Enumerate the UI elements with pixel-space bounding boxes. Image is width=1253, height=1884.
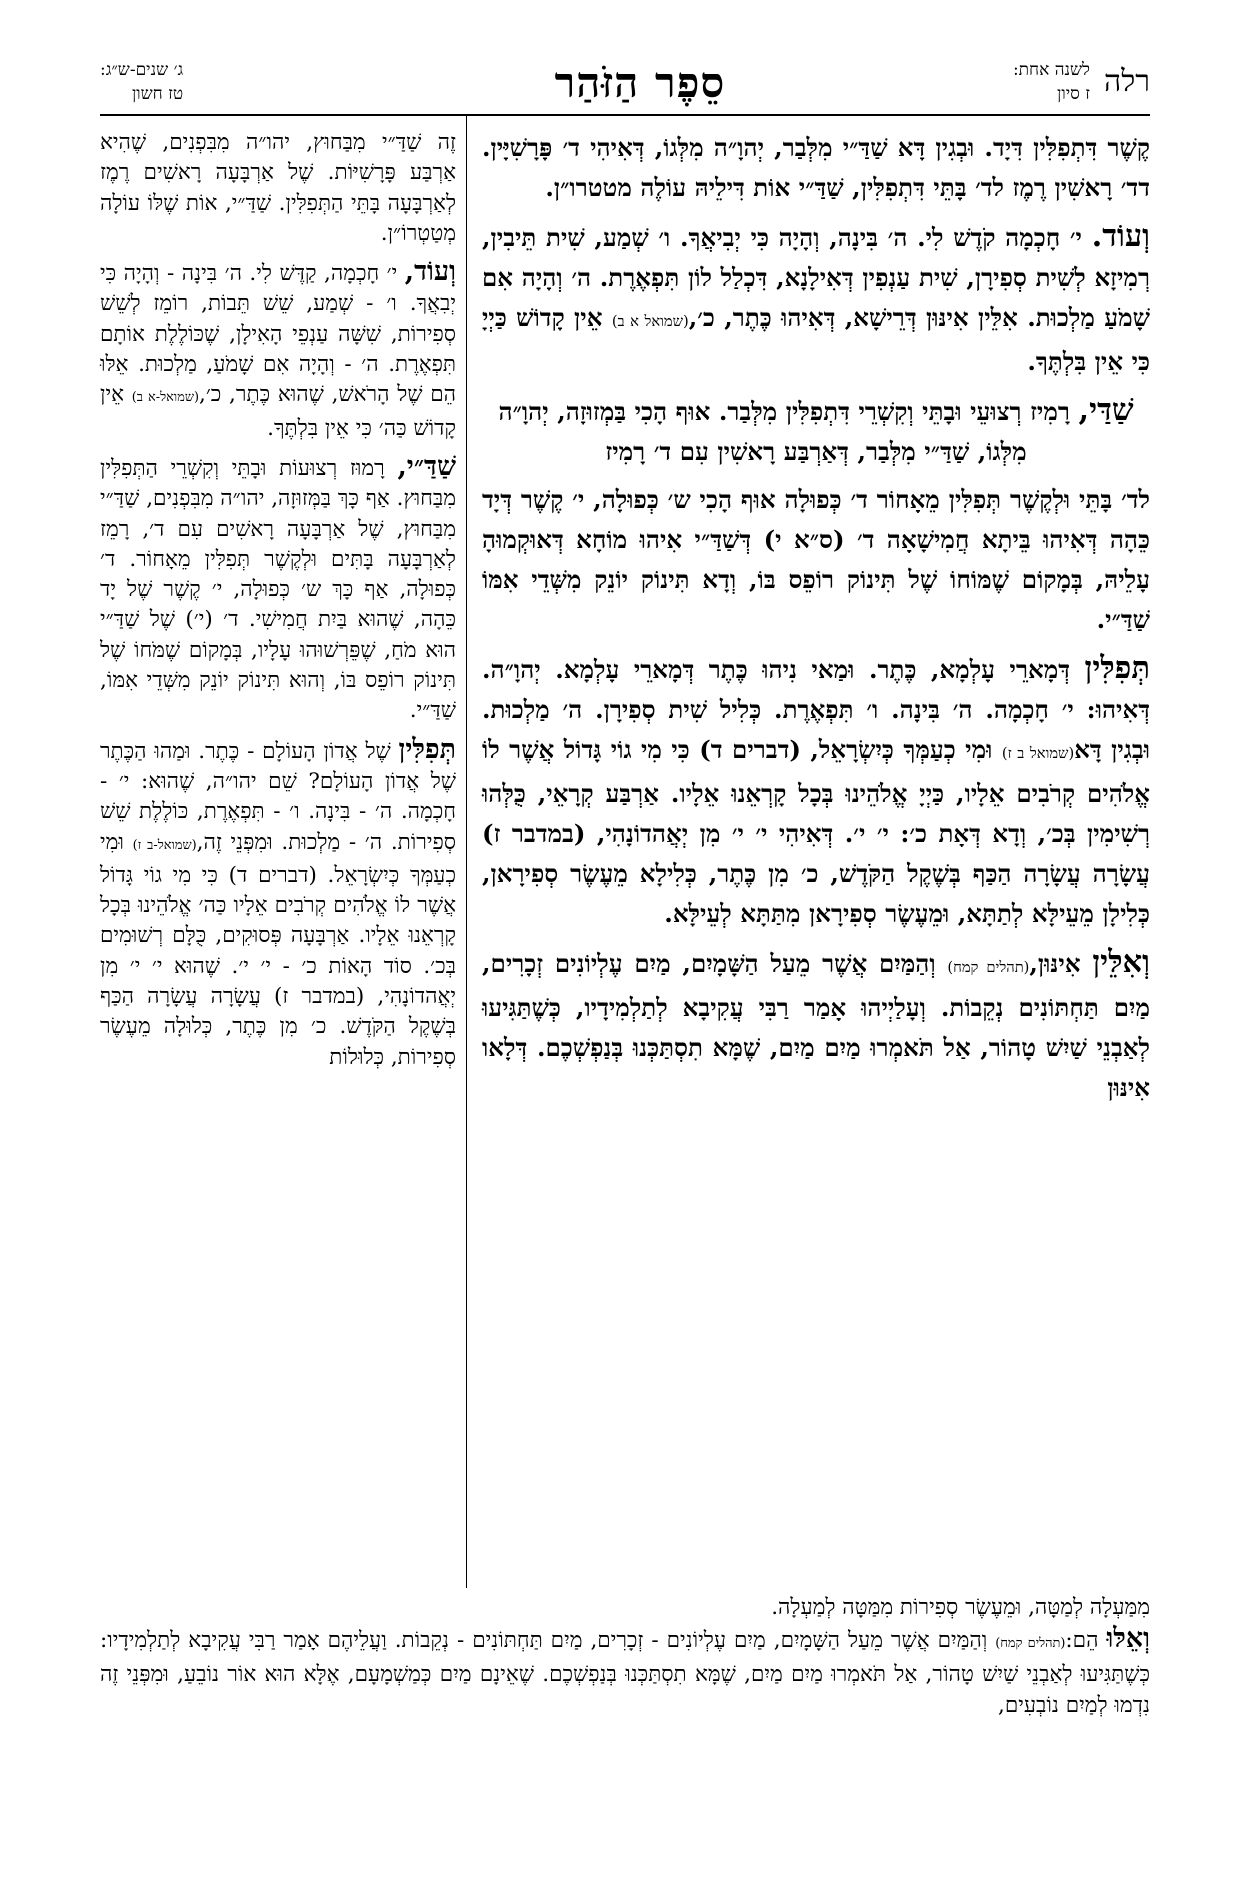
header-rule <box>100 114 1150 116</box>
folio-number: רלה <box>1103 64 1150 99</box>
study-schedule-one-year <box>1013 58 1090 106</box>
verse-reference: (שמואל א ב) <box>611 313 689 330</box>
paragraph: וְאִלֵּין אִינּוּן,(תהלים קמח) וְהַמַּיִם אֲשֶׁר מֵעַל הַשָּׁמָיִם, מַיִם עֶלְיוֹנִים זְכָרִים, מַיִם תַּחְתּוֹנִים נְקֵבוֹת. וְעָלַיְיהוּ אָמַר רַבִּי עֲקִיבָא לְתַלְמִידָיו, כְּשֶׁתַּגִּיעוּ לְאַבְנֵי שַׁיִשׁ טָהוֹר, אַל תֹּאמְרוּ מַיִם מַיִם, שֶׁמָּא תִסְתַּכְּנוּ בְּנַפְשְׁכֶם. דְּלָאו אִינּוּן <box>482 944 1151 1102</box>
paragraph: זֶה שַׁדַּ״י מִבַּחוּץ, יהו״ה מִבִּפְנִים, שֶׁהִיא אַרְבַּע פָּרָשִׁיּוֹת. שֶׁל אַרְבָּעָה רָאשִׁים רֶמֶז לְאַרְבָּעָה בָּתֵּי הַתְּפִלִּין. שַׁדַּ״י, אוֹת שֶׁלּוֹ עוֹלָה מְטַטְרוֹ״ן. <box>100 130 456 246</box>
paragraph: שַׁדַּ״י, רָמוּז רְצוּעוֹת וּבָתֵּי וְקִשְׁרֵי הַתְּפִלִּין מִבַּחוּץ. אַף כָּךְ בַּמְּזוּזָה, יהו״ה מִבִּפְנִים, שַׁדַּ״י מִבַּחוּץ, שֶׁל אַרְבָּעָה רָאשִׁים עִם ד׳, רָמֵז לְאַרְבָּעָה בָּתִּים וּלְקֶשֶׁר תְּפִלִּין מֵאָחוֹר. ד׳ כְּפוּלָה, אַף כָּךְ ש׳ כְּפוּלָה, י׳ קֶשֶׁר שֶׁל יָד כֵּהָה, שֶׁהוּא בַּיִת חֲמִישִׁי. ד׳ (י׳) שֶׁל שַׁדַּ״י הוּא מֹחַ, שֶׁפֵּרְשׁוּהוּ עָלָיו, בְּמָקוֹם שֶׁמֹּחוֹ שֶׁל תִּינוֹק רוֹפֵס בּוֹ, וְהוּא תִּינוֹק יוֹנֵק מִשְּׁדֵי אִמּוֹ, שַׁדַּ״י. <box>100 450 456 724</box>
book-title: סֵפֶר הַזֹּהַר <box>554 58 726 107</box>
schedule-date: ז סיון <box>1057 84 1090 104</box>
paragraph: וְעוֹד. י׳ חָכְמָה קֹדֶשׁ לִי. ה׳ בִּינָה, וְהָיָה כִּי יְבִיאֲךָ. ו׳ שְׁמַע, שִׁית תֵּיבִין, רְמִיזָא לְשִׁית סְפִירָן, שִׁית עַנְפִין דְּאִילָנָא, דִּכְלַל לוֹן תִּפְאֶרֶת. ה׳ וְהָיָה אִם שָׁמֹעַ מַלְכוּת. אִלֵּין אִינּוּן דְּרֵישָׁא, דְּאִיהוּ כֶּתֶר, כ׳,(שמואל א ב) אֵין קָדוֹשׁ כַּיְיָ כִּי אֵין בִּלְתֶּךָ. <box>482 218 1150 376</box>
verse-reference: (שמואל-ב ז) <box>132 837 197 853</box>
paragraph: תְּפִלִּין דְּמָארֵי עָלְמָא, כֶּתֶר. וּמַאי נִיהוּ כֶּתֶר דְּמָארֵי עָלְמָא. יְהוָ״ה. דְּאִיהוּ: י׳ חָכְמָה. ה׳ בִּינָה. ו׳ תִּפְאֶרֶת. כְּלִיל שִׁית סְפִירָן. ה׳ מַלְכוּת. וּבְגִין דָּא(שמואל ב ז) וּמִי כְעַמְּךָ כְּיִשְׂרָאֵל, (דברים ד) כִּי מִי גוֹי גָּדוֹל אֲשֶׁר לוֹ אֱלֹהִים קְרֹבִים אֵלָיו, כַּיְיָ אֱלֹהֵינוּ בְּכָל קָרְאֵנוּ אֵלָיו. אַרְבַּע קְרָאֵי, כֻּלְּהוּ רְשִׁימִין בְּכ׳, וְדָא דְּאָת כ׳: י׳ י׳. דְּאִיהִי י׳ י׳ מִן יְאֲהדוֹנָהִי, (במדבר ז) עֲשָׂרָה עֲשָׂרָה הַכַּף בְּשֶׁקֶל הַקֹּדֶשׁ, כ׳ מִן כֶּתֶר, כְּלִילָא מֵעֶשֶׂר סְפִירָאן, כְּלִילָן מֵעֵילָּא לְתַתָּא, וּמֵעֶשֶׂר סְפִירָאן מִתַּתָּא לְעֵילָּא. <box>482 650 1150 928</box>
schedule-label: לשנה אחת: <box>1012 60 1090 80</box>
column-divider <box>466 116 467 1588</box>
verse-reference: (שמואל-א ב) <box>131 390 199 406</box>
hebrew-translation-column <box>100 128 456 1081</box>
verse-reference: (שמואל ב ז) <box>1001 745 1075 762</box>
study-schedule-three-years <box>100 58 183 106</box>
schedule-label: ג׳ שנים-ש״ג: <box>100 60 184 80</box>
bottom-continuation <box>100 1592 1150 1721</box>
verse-reference: (תהלים קמח) <box>995 1636 1066 1651</box>
paragraph: תְּפִלִּין שֶׁל אֲדוֹן הָעוֹלָם - כֶּתֶר. וּמַהוּ הַכֶּתֶר שֶׁל אֲדוֹן הָעוֹלָם? שֵׁם יהו״ה, שֶׁהוּא: י׳ - חָכְמָה. ה׳ - בִּינָה. ו׳ - תִּפְאֶרֶת, כּוֹלֶלֶת שֵׁשׁ סְפִירוֹת. ה׳ - מַלְכוּת. וּמִפְּנֵי זֶה,(שמואל-ב ז) וּמִי כְעַמְּךָ כְּיִשְׂרָאֵל. (דברים ד) כִּי מִי גוֹי גָּדוֹל אֲשֶׁר לוֹ אֱלֹהִים קְרֹבִים אֵלָיו כַּה׳ אֱלֹהֵינוּ בְּכָל קָרְאֵנוּ אֵלָיו. אַרְבָּעָה פְּסוּקִים, כֻּלָּם רְשׁוּמִים בְּכ׳. סוֹד הָאוֹת כ׳ - י׳ י׳. שֶׁהוּא י׳ י׳ מִן יְאֲהדוֹנָהִי, (במדבר ז) עֲשָׂרָה עֲשָׂרָה הַכַּף בְּשֶׁקֶל הַקֹּדֶשׁ. כ׳ מִן כֶּתֶר, כְּלוּלָה מֵעֶשֶׂר סְפִירוֹת, כְּלוּלוֹת <box>100 733 456 1070</box>
paragraph: קֶשֶׁר דִּתְפִלִּין דִּיָד. וּבְגִין דָּא שַׁדַּ״י מִלְּבַר, יְהוָ״ה מִלְּגוֹ, דְּאִיהִי ד׳ פָּרָשִׁיָּין. דד׳ רָאשִׁין רֶמֶז לד׳ בָּתֵּי דִּתְפִלִּין, שַׁדַּ״י אוֹת דִּילֵיהּ עוֹלֶה מטטרו״ן. <box>482 133 1150 202</box>
paragraph: לד׳ בָּתֵּי וּלְקֶשֶׁר תְּפִלִּין מֵאָחוֹר ד׳ כְּפוּלָה אוּף הָכִי ש׳ כְּפוּלָה, י׳ קֶשֶׁר דְּיָד כֵּהָה דְּאִיהוּ בֵּיתָא חֲמִישָׁאָה ד׳ (ס״א י) דְּשַׁדַּ״י אִיהוּ מוֹחָא דְּאוּקְמוּהָ עָלֵיהּ, בְּמָקוֹם שֶׁמּוֹחוֹ שֶׁל תִּינוֹק רוֹפֵס בּוֹ, וְדָא תִּינוֹק יוֹנֵק מִשְּׁדֵי אִמּוֹ שַׁדַּ״י. <box>482 485 1150 634</box>
verse-reference: (תהלים קמח) <box>947 959 1030 976</box>
paragraph: שַׁדַּי, רָמִיז רְצוּעֵי וּבָתֵּי וְקִשְׁרֵי דִּתְפִלִּין מִלְּבַר. אוּף הָכִי בַּמְזוּזָה, יְהוָ״ה מִלְּגוֹ, שַׁדַּ״י מִלְּבַר, דְּאַרְבַּע רָאשִׁין עִם ד׳ רָמִיז <box>498 392 1134 466</box>
paragraph: וְאֵלּוּ הֵם:(תהלים קמח) וְהַמַּיִם אֲשֶׁר מֵעַל הַשָּׁמָיִם, מַיִם עֶלְיוֹנִים - זְכָרִים, מַיִם תַּחְתּוֹנִים - נְקֵבוֹת. וַעֲלֵיהֶם אָמַר רַבִּי עֲקִיבָא לְתַלְמִידָיו: כְּשֶׁתַּגִּיעוּ לְאַבְנֵי שַׁיִשׁ טָהוֹר, אַל תֹּאמְרוּ מַיִם מַיִם, שֶׁמָּא תִסְתַּכְּנוּ בְּנַפְשְׁכֶם. שֶׁאֵינָם מַיִם כְּמַשְׁמָעָם, אֶלָּא הוּא אוֹר נוֹבֵעַ, וּמִפְּנֵי זֶה נִדְמוּ לְמַיִם נוֹבְעִים, <box>100 1623 1150 1718</box>
schedule-date: טז חשון <box>131 84 184 104</box>
paragraph: מִמַּעְלָה לְמַטָּה, וּמֵעֶשֶׂר סְפִירוֹת מִמַּטָּה לְמַעְלָה. <box>771 1595 1150 1620</box>
page-header <box>100 58 1150 116</box>
paragraph: וְעוֹד, י׳ חָכְמָה, קַדֶּשׁ לִי. ה׳ בִּינָה - וְהָיָה כִּי יְבִאֲךָ. ו׳ - שְׁמַע, שֵׁשׁ תֵּבוֹת, רוֹמֵז לְשֵׁשׁ סְפִירוֹת, שִׁשָּׁה עַנְפֵי הָאִילָן, שֶׁכּוֹלֶלֶת אוֹתָם תִּפְאֶרֶת. ה׳ - וְהָיָה אִם שָׁמֹעַ, מַלְכוּת. אֵלּוּ הֵם שֶׁל הָרֹאשׁ, שֶׁהוּא כֶּתֶר, כ׳,(שמואל-א ב) אֵין קָדוֹשׁ כַּה׳ כִּי אֵין בִּלְתֶּךָ. <box>100 256 457 441</box>
aramaic-text-column <box>482 128 1150 1116</box>
